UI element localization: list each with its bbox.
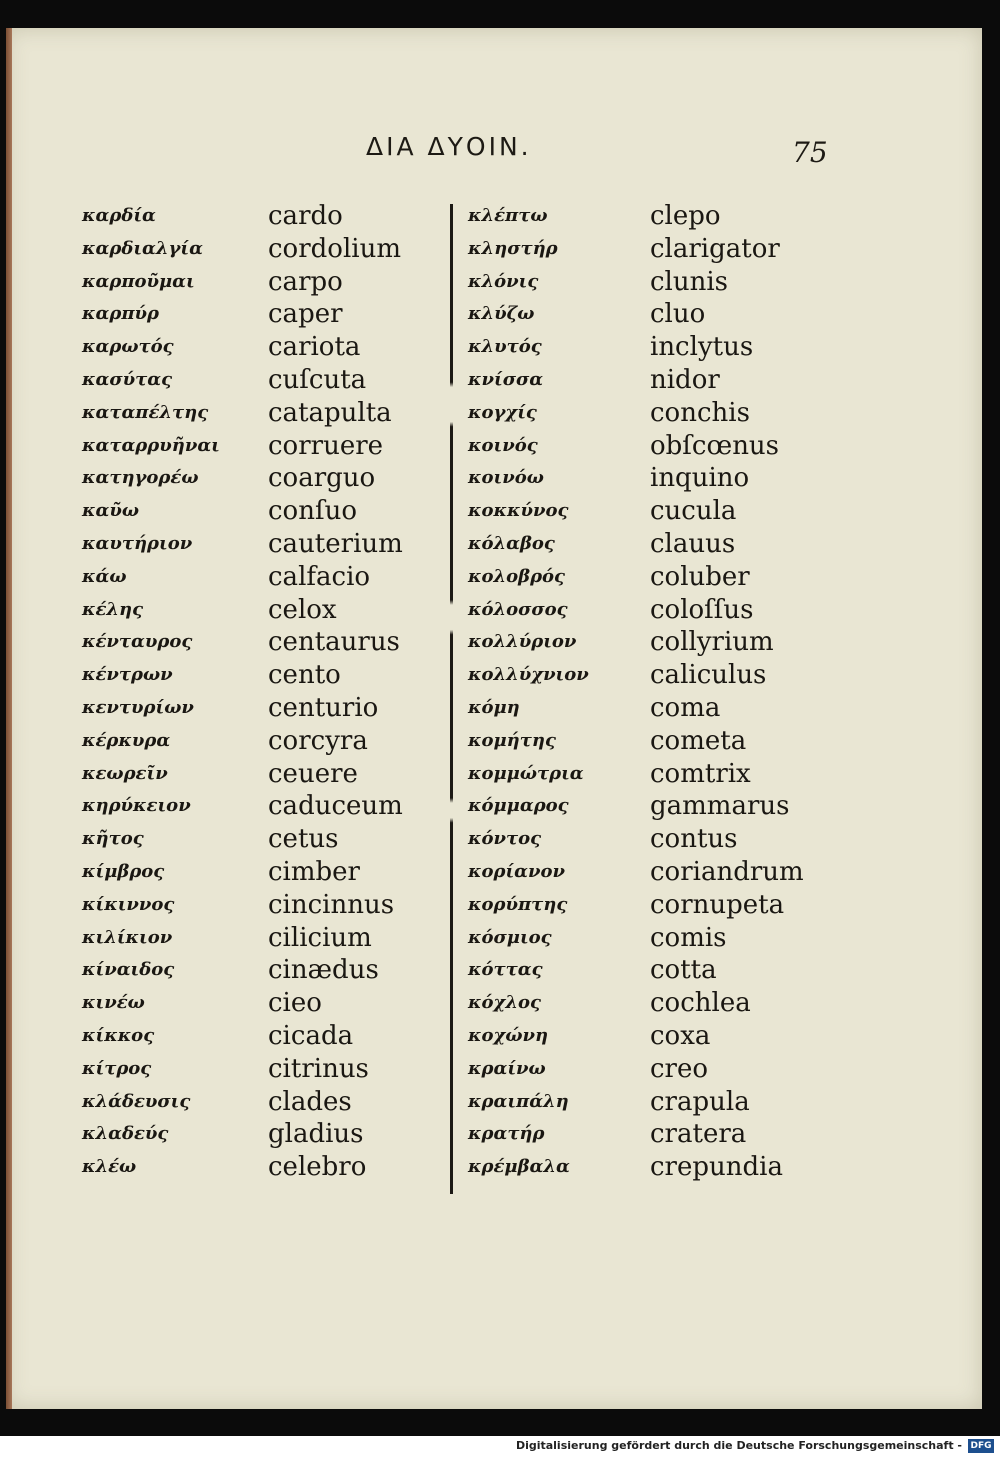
dictionary-entry: κολοβρός (468, 565, 566, 587)
dictionary-entry: celox (268, 594, 337, 625)
dictionary-entry: coloſſus (650, 594, 754, 625)
dictionary-entry: κομμώτρια (468, 762, 584, 784)
dictionary-entry: καρδία (82, 205, 156, 226)
dictionary-entry: inquino (650, 463, 750, 494)
dictionary-entry: conſuo (268, 496, 357, 527)
dictionary-entry: κολλύχνιον (468, 664, 589, 686)
column-divider (450, 204, 453, 1194)
dictionary-entry: κίκκος (82, 1024, 155, 1046)
page-edge (6, 28, 12, 1409)
dictionary-entry: crepundia (650, 1152, 783, 1183)
dictionary-entry: κομήτης (468, 729, 556, 751)
dictionary-entry: ceuere (268, 758, 358, 789)
dictionary-entry: κλυτός (468, 336, 542, 358)
dictionary-entry: collyrium (650, 627, 774, 658)
dictionary-entry: κρατήρ (468, 1123, 545, 1145)
dictionary-entry: comtrix (650, 758, 751, 789)
dictionary-entry: celebro (268, 1152, 367, 1183)
dictionary-entry: centurio (268, 692, 379, 723)
dictionary-entry: cornupeta (650, 889, 785, 920)
latin-column-left (268, 200, 403, 1184)
dictionary-entry: κλέω (82, 1156, 137, 1178)
dictionary-entry: κέρκυρα (82, 729, 171, 751)
dictionary-entry: κινέω (82, 992, 145, 1014)
running-head: ΔΙΑ ΔΥΟΙΝ. (366, 132, 532, 161)
dictionary-entry: citrinus (268, 1053, 369, 1084)
dictionary-entry: κλόνις (468, 270, 539, 292)
dictionary-entry: κραίνω (468, 1057, 546, 1079)
dictionary-entry: κίναιδος (82, 959, 175, 981)
dictionary-entry: calfacio (268, 561, 371, 592)
dictionary-entry: κνίσσα (468, 368, 544, 390)
dictionary-entry: κένταυρος (82, 631, 193, 653)
dictionary-entry: cicada (268, 1020, 354, 1051)
dictionary-entry: κίμβρος (82, 860, 165, 882)
dictionary-entry: κηρύκειον (82, 795, 191, 817)
dictionary-entry: cluo (650, 299, 706, 330)
dictionary-entry: cilicium (268, 922, 372, 953)
dictionary-entry: coxa (650, 1020, 711, 1051)
dictionary-entry: clauus (650, 528, 736, 559)
footer-bar (0, 1436, 1000, 1457)
dictionary-entry: conchis (650, 397, 750, 428)
dictionary-entry: clarigator (650, 233, 780, 264)
dictionary-entry: creo (650, 1053, 709, 1084)
latin-column-right (650, 200, 804, 1184)
dictionary-entry: coluber (650, 561, 750, 592)
dictionary-entry: κορύπτης (468, 893, 568, 915)
dictionary-entry: κλύζω (468, 303, 535, 325)
dictionary-entry: carpo (268, 266, 343, 297)
dictionary-entry: κραιπάλη (468, 1090, 569, 1112)
dictionary-entry: κεωρεῖν (82, 762, 168, 784)
dictionary-entry: καταπέλτης (82, 401, 209, 423)
dictionary-entry: corruere (268, 430, 384, 461)
dictionary-entry: κίκιννος (82, 893, 175, 915)
dictionary-entry: cetus (268, 824, 339, 855)
dictionary-entry: κόμμαρος (468, 795, 569, 817)
dictionary-entry: cento (268, 660, 341, 691)
dictionary-entry: cinædus (268, 955, 379, 986)
dictionary-entry: κορίανον (468, 860, 566, 882)
dictionary-entry: κόχλος (468, 992, 541, 1014)
dictionary-entry: κατηγορέω (82, 467, 199, 489)
dictionary-entry: κασύτας (82, 368, 173, 390)
dictionary-entry: centaurus (268, 627, 400, 658)
dictionary-entry: καῦω (82, 500, 139, 522)
dictionary-entry: κοινός (468, 434, 538, 456)
dictionary-entry: inclytus (650, 332, 754, 363)
dictionary-entry: κόλοσσος (468, 598, 568, 620)
dictionary-entry: κέντρων (82, 664, 173, 686)
dictionary-entry: κληστήρ (468, 237, 558, 259)
dictionary-entry: coma (650, 692, 721, 723)
dictionary-entry: catapulta (268, 397, 392, 428)
dictionary-entry: κόντος (468, 828, 542, 850)
dfg-logo: DFG (968, 1439, 994, 1453)
dictionary-entry: κέλης (82, 598, 144, 620)
dictionary-entry: clepo (650, 201, 721, 231)
dictionary-entry: gladius (268, 1119, 364, 1150)
dictionary-entry: coriandrum (650, 856, 804, 887)
dictionary-entry: κλαδεύς (82, 1123, 169, 1145)
dictionary-entry: κάω (82, 565, 127, 587)
dictionary-entry: cuſcuta (268, 364, 367, 395)
dictionary-entry: cucula (650, 496, 737, 527)
dictionary-entry: nidor (650, 364, 720, 395)
dictionary-entry: κοκκύνος (468, 500, 569, 522)
footer-credit: Digitalisierung gefördert durch die Deutsche Forschungsgemeinschaft - (515, 1439, 962, 1452)
dictionary-entry: κλάδευσις (82, 1090, 191, 1112)
book-page (6, 28, 982, 1409)
dictionary-entry: κοινόω (468, 467, 544, 489)
dictionary-entry: cariota (268, 332, 361, 363)
dictionary-entry: κεντυρίων (82, 696, 194, 718)
dictionary-entry: cincinnus (268, 889, 395, 920)
dictionary-entry: καρδιαλγία (82, 237, 203, 259)
dictionary-entry: κρέμβαλα (468, 1156, 570, 1178)
dictionary-entry: corcyra (268, 725, 368, 756)
greek-column-left (82, 200, 220, 1184)
page-number: 75 (792, 136, 828, 169)
dictionary-entry: gammarus (650, 791, 790, 822)
dictionary-entry: cratera (650, 1119, 747, 1150)
dictionary-entry: clades (268, 1086, 352, 1117)
dictionary-entry: caliculus (650, 660, 767, 691)
dictionary-entry: κογχίς (468, 401, 537, 423)
dictionary-entry: κιλίκιον (82, 926, 173, 948)
dictionary-entry: obſcœnus (650, 430, 780, 461)
dictionary-entry: cimber (268, 856, 360, 887)
dictionary-entry: κόσμιος (468, 926, 552, 948)
dictionary-entry: κλέπτω (468, 205, 548, 226)
dictionary-entry: κόλαβος (468, 532, 555, 554)
dictionary-entry: καρπύρ (82, 303, 159, 325)
dictionary-entry: κολλύριον (468, 631, 577, 653)
dictionary-entry: καρωτός (82, 336, 174, 358)
dictionary-entry: caper (268, 299, 343, 330)
dictionary-entry: cardo (268, 201, 343, 231)
dictionary-entry: καυτήριον (82, 532, 193, 554)
dictionary-entry: καρποῦμαι (82, 270, 195, 292)
dictionary-entry: cochlea (650, 988, 751, 1019)
dictionary-entry: κόμη (468, 696, 520, 718)
dictionary-entry: clunis (650, 266, 729, 297)
dictionary-entry: crapula (650, 1086, 750, 1117)
dictionary-entry: κίτρος (82, 1057, 152, 1079)
dictionary-entry: κόττας (468, 959, 543, 981)
dictionary-entry: cometa (650, 725, 747, 756)
dictionary-entry: caduceum (268, 791, 403, 822)
dictionary-entry: coarguo (268, 463, 376, 494)
dictionary-entry: cieo (268, 988, 322, 1019)
dictionary-entry: κοχώνη (468, 1024, 549, 1046)
dictionary-entry: cauterium (268, 528, 403, 559)
greek-column-right (468, 200, 589, 1184)
dictionary-entry: comis (650, 922, 727, 953)
dictionary-entry: καταρρυῆναι (82, 434, 220, 456)
dictionary-entry: cordolium (268, 233, 401, 264)
dictionary-entry: κῆτος (82, 828, 144, 850)
dictionary-entry: cotta (650, 955, 717, 986)
dictionary-entry: contus (650, 824, 738, 855)
